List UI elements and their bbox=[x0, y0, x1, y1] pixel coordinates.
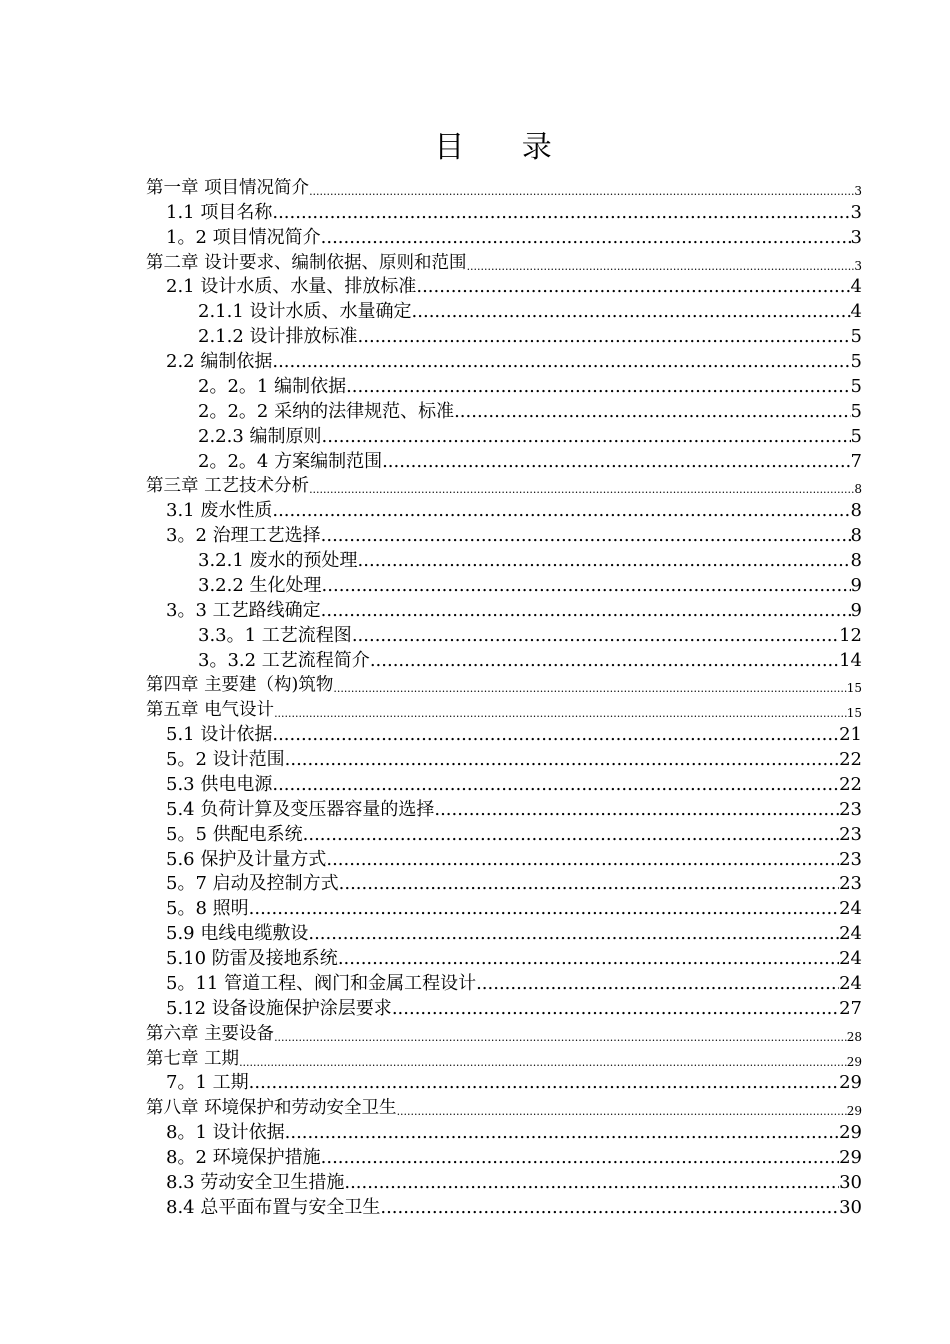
toc-entry-page-number: 8 bbox=[850, 550, 862, 571]
dot-leader bbox=[434, 799, 839, 821]
dot-leader bbox=[333, 682, 846, 696]
dot-leader bbox=[326, 849, 839, 871]
toc-entry-page-number: 29 bbox=[846, 1104, 862, 1119]
dot-leader bbox=[344, 1172, 839, 1194]
dot-leader bbox=[321, 1147, 839, 1169]
dot-leader bbox=[382, 451, 850, 473]
toc-entry[interactable] bbox=[146, 547, 862, 572]
toc-entry-label: 2.2 编制依据 bbox=[166, 351, 273, 372]
toc-entry-label: 5.10 防雷及接地系统 bbox=[166, 948, 338, 969]
dot-leader bbox=[274, 707, 847, 721]
toc-entry-label: 第五章 电气设计 bbox=[146, 700, 275, 721]
toc-entry[interactable] bbox=[146, 274, 862, 299]
toc-entry[interactable] bbox=[146, 746, 862, 771]
dot-leader bbox=[272, 774, 839, 796]
toc-entry-page-number: 15 bbox=[846, 681, 862, 696]
dot-leader bbox=[239, 1056, 847, 1070]
toc-entry-page-number: 4 bbox=[850, 276, 862, 298]
dot-leader bbox=[338, 948, 839, 970]
dot-leader bbox=[370, 650, 839, 672]
toc-entry[interactable] bbox=[146, 224, 862, 249]
toc-entry-label: 5。11 管道工程、阀门和金属工程设计 bbox=[166, 972, 477, 994]
toc-entry[interactable] bbox=[146, 771, 862, 796]
dot-leader bbox=[272, 351, 850, 373]
toc-entry[interactable] bbox=[146, 572, 862, 597]
toc-entry-label: 3.2.1 废水的预处理 bbox=[198, 550, 358, 571]
toc-entry[interactable] bbox=[146, 821, 862, 846]
toc-entry[interactable] bbox=[146, 398, 862, 423]
dot-leader bbox=[308, 923, 839, 945]
toc-entry-label: 2。2。4 方案编制范围 bbox=[198, 450, 383, 472]
toc-entry[interactable] bbox=[146, 298, 862, 323]
toc-entry-page-number: 3 bbox=[854, 183, 862, 198]
toc-entry-page-number: 24 bbox=[839, 898, 862, 920]
toc-entry-label: 第三章 工艺技术分析 bbox=[146, 476, 310, 497]
toc-entry[interactable] bbox=[146, 1119, 862, 1144]
dot-leader bbox=[322, 575, 851, 597]
toc-entry-label: 第六章 主要设备 bbox=[146, 1023, 275, 1044]
toc-entry-page-number: 22 bbox=[839, 749, 862, 770]
toc-entry[interactable] bbox=[146, 871, 862, 896]
toc-title: 目 录 bbox=[434, 130, 576, 165]
dot-leader bbox=[397, 1105, 847, 1119]
toc-entry-page-number: 24 bbox=[839, 972, 862, 994]
toc-entry-label: 8.3 劳动安全卫生措施 bbox=[166, 1171, 345, 1193]
toc-entry-label: 3.3。1 工艺流程图 bbox=[198, 624, 352, 646]
toc-entry-label: 5。2 设计范围 bbox=[166, 749, 285, 770]
toc-entry-page-number: 7 bbox=[850, 450, 862, 472]
toc-entry-page-number: 23 bbox=[839, 848, 862, 870]
toc-entry-page-number: 8 bbox=[850, 500, 862, 522]
toc-entry-page-number: 29 bbox=[839, 1072, 862, 1094]
toc-entry-page-number: 23 bbox=[839, 873, 862, 895]
dot-leader bbox=[321, 525, 851, 547]
toc-entry-page-number: 5 bbox=[850, 351, 862, 372]
toc-entry[interactable] bbox=[146, 522, 862, 547]
toc-entry-label: 5.1 设计依据 bbox=[166, 724, 273, 746]
dot-leader bbox=[249, 898, 839, 920]
toc-entry[interactable] bbox=[146, 796, 862, 821]
toc-entry[interactable] bbox=[146, 249, 862, 274]
toc-entry[interactable] bbox=[146, 672, 862, 697]
toc-entry-page-number: 8 bbox=[850, 525, 862, 547]
toc-entry-page-number: 24 bbox=[839, 948, 862, 969]
toc-entry-page-number: 5 bbox=[850, 425, 862, 447]
toc-entry-page-number: 14 bbox=[839, 649, 862, 671]
toc-entry[interactable] bbox=[146, 348, 862, 373]
dot-leader bbox=[358, 326, 851, 348]
dot-leader bbox=[285, 1122, 839, 1144]
dot-leader bbox=[454, 401, 850, 423]
toc-entry-page-number: 24 bbox=[839, 923, 862, 945]
toc-entry-label: 7。1 工期 bbox=[166, 1072, 249, 1094]
toc-entry[interactable] bbox=[146, 1144, 862, 1169]
toc-entry[interactable] bbox=[146, 199, 862, 224]
toc-entry[interactable] bbox=[146, 696, 862, 721]
toc-entry-label: 5.9 电线电缆敷设 bbox=[166, 923, 309, 945]
toc-entry-label: 5。5 供配电系统 bbox=[166, 823, 303, 845]
dot-leader bbox=[249, 1072, 839, 1094]
toc-entry-page-number: 30 bbox=[839, 1171, 862, 1193]
toc-entry-label: 3。3.2 工艺流程简介 bbox=[198, 649, 370, 671]
toc-entry[interactable] bbox=[146, 945, 862, 970]
dot-leader bbox=[272, 500, 850, 522]
toc-entry-label: 2.1 设计水质、水量、排放标准 bbox=[166, 276, 417, 298]
toc-entry-label: 5。7 启动及控制方式 bbox=[166, 873, 339, 895]
toc-entry-page-number: 23 bbox=[839, 798, 862, 820]
toc-entry-label: 2。2。2 采纳的法律规范、标准 bbox=[198, 400, 455, 422]
toc-entry[interactable] bbox=[146, 1045, 862, 1070]
toc-entry-page-number: 3 bbox=[850, 201, 862, 223]
toc-entry-page-number: 22 bbox=[839, 773, 862, 795]
toc-entry-page-number: 27 bbox=[839, 997, 862, 1019]
toc-entry[interactable] bbox=[146, 1169, 862, 1194]
toc-entry[interactable] bbox=[146, 497, 862, 522]
toc-entry-page-number: 9 bbox=[850, 599, 862, 621]
toc-entry-label: 3.2.2 生化处理 bbox=[198, 574, 322, 596]
dot-leader bbox=[467, 260, 855, 274]
dot-leader bbox=[476, 973, 839, 995]
toc-entry-page-number: 29 bbox=[839, 1147, 862, 1168]
dot-leader bbox=[352, 625, 839, 647]
toc-entry-label: 1.1 项目名称 bbox=[166, 201, 273, 223]
dot-leader bbox=[321, 227, 851, 249]
table-of-contents bbox=[146, 174, 862, 1219]
dot-leader bbox=[309, 185, 854, 199]
toc-entry-label: 第四章 主要建（构)筑物 bbox=[146, 675, 334, 696]
toc-entry-page-number: 4 bbox=[850, 301, 862, 323]
dot-leader bbox=[303, 824, 839, 846]
toc-entry[interactable] bbox=[146, 995, 862, 1020]
toc-entry-label: 5.3 供电电源 bbox=[166, 773, 273, 795]
toc-entry[interactable] bbox=[146, 1070, 862, 1095]
toc-entry-label: 8.4 总平面布置与安全卫生 bbox=[166, 1196, 381, 1218]
dot-leader bbox=[346, 376, 850, 398]
toc-entry-label: 3。3 工艺路线确定 bbox=[166, 599, 321, 621]
toc-entry-label: 第七章 工期 bbox=[146, 1048, 240, 1069]
toc-entry[interactable] bbox=[146, 1094, 862, 1119]
dot-leader bbox=[412, 301, 851, 323]
toc-entry-label: 1。2 项目情况简介 bbox=[166, 226, 321, 248]
toc-entry-page-number: 3 bbox=[854, 258, 862, 273]
toc-entry-label: 5.6 保护及计量方式 bbox=[166, 848, 327, 870]
toc-entry-label: 5.4 负荷计算及变压器容量的选择 bbox=[166, 798, 435, 820]
toc-entry[interactable] bbox=[146, 323, 862, 348]
toc-entry-page-number: 5 bbox=[850, 400, 862, 422]
toc-entry[interactable] bbox=[146, 1194, 862, 1219]
toc-entry-label: 5。8 照明 bbox=[166, 898, 249, 920]
toc-entry[interactable] bbox=[146, 622, 862, 647]
dot-leader bbox=[274, 1031, 847, 1045]
dot-leader bbox=[309, 483, 854, 497]
toc-entry[interactable] bbox=[146, 721, 862, 746]
toc-entry[interactable] bbox=[146, 920, 862, 945]
toc-entry[interactable] bbox=[146, 174, 862, 199]
toc-entry-page-number: 8 bbox=[854, 482, 862, 497]
toc-entry[interactable] bbox=[146, 846, 862, 871]
dot-leader bbox=[285, 749, 839, 771]
toc-entry-label: 第八章 环境保护和劳动安全卫生 bbox=[146, 1098, 397, 1119]
toc-entry-page-number: 12 bbox=[839, 624, 862, 646]
toc-entry-page-number: 28 bbox=[846, 1029, 862, 1044]
toc-entry-page-number: 29 bbox=[839, 1122, 862, 1144]
toc-entry[interactable] bbox=[146, 597, 862, 622]
toc-entry[interactable] bbox=[146, 895, 862, 920]
toc-entry-page-number: 23 bbox=[839, 823, 862, 845]
toc-entry-page-number: 5 bbox=[850, 375, 862, 397]
toc-entry[interactable] bbox=[146, 448, 862, 473]
toc-entry[interactable] bbox=[146, 1020, 862, 1045]
dot-leader bbox=[380, 1197, 839, 1219]
toc-entry-page-number: 3 bbox=[850, 226, 862, 248]
toc-entry-label: 8。2 环境保护措施 bbox=[166, 1147, 321, 1168]
toc-entry[interactable] bbox=[146, 473, 862, 498]
toc-entry[interactable] bbox=[146, 970, 862, 995]
toc-entry-label: 第一章 项目情况简介 bbox=[146, 177, 310, 198]
dot-leader bbox=[272, 202, 850, 224]
toc-entry-page-number: 9 bbox=[850, 574, 862, 596]
toc-entry-page-number: 30 bbox=[839, 1196, 862, 1218]
toc-entry-label: 3。2 治理工艺选择 bbox=[166, 525, 321, 547]
toc-entry-page-number: 29 bbox=[846, 1054, 862, 1069]
toc-entry-label: 2。2。1 编制依据 bbox=[198, 375, 347, 397]
toc-entry-label: 5.12 设备设施保护涂层要求 bbox=[166, 997, 392, 1019]
dot-leader bbox=[322, 426, 851, 448]
dot-leader bbox=[272, 724, 839, 746]
toc-entry-label: 第二章 设计要求、编制依据、原则和范围 bbox=[146, 252, 467, 273]
dot-leader bbox=[392, 998, 839, 1020]
toc-entry-page-number: 15 bbox=[846, 706, 862, 721]
toc-entry-label: 2.1.1 设计水质、水量确定 bbox=[198, 301, 412, 323]
dot-leader bbox=[321, 600, 851, 622]
dot-leader bbox=[416, 276, 850, 298]
toc-entry-page-number: 5 bbox=[850, 326, 862, 348]
toc-entry-label: 3.1 废水性质 bbox=[166, 500, 273, 522]
toc-entry-label: 2.2.3 编制原则 bbox=[198, 425, 322, 447]
dot-leader bbox=[358, 550, 851, 572]
toc-entry-label: 2.1.2 设计排放标准 bbox=[198, 326, 358, 348]
toc-entry-page-number: 21 bbox=[839, 724, 862, 746]
toc-entry-label: 8。1 设计依据 bbox=[166, 1122, 285, 1144]
dot-leader bbox=[339, 873, 839, 895]
toc-entry[interactable] bbox=[146, 423, 862, 448]
toc-entry[interactable] bbox=[146, 373, 862, 398]
toc-entry[interactable] bbox=[146, 647, 862, 672]
